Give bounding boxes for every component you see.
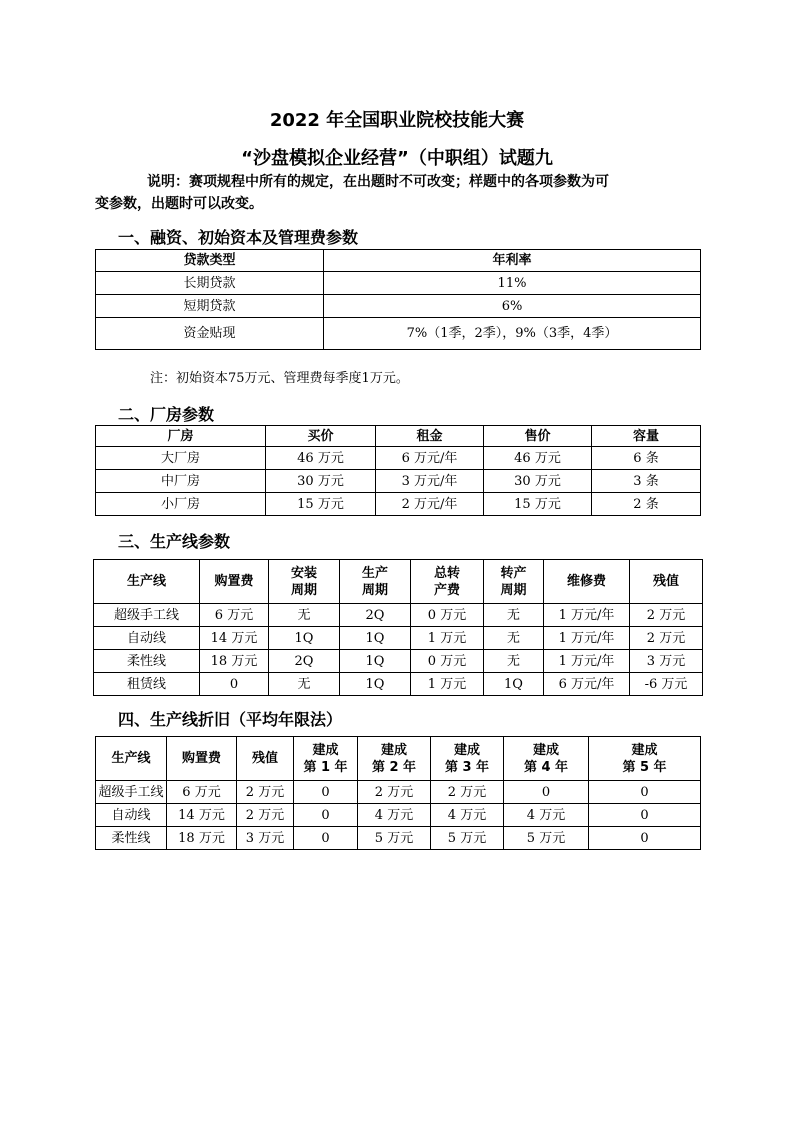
- table-header-row: [94, 560, 703, 604]
- table-cell: 30 万元: [266, 470, 376, 493]
- financing-table: [95, 249, 701, 350]
- table-row: [94, 673, 703, 696]
- table-row: [96, 493, 701, 516]
- table-row: [96, 318, 701, 350]
- table-cell: 1Q: [269, 627, 340, 650]
- table-cell: 超级手工线: [96, 781, 167, 804]
- intro-line-1: 说明：赛项规程中所有的规定，在出题时不可改变；样题中的各项参数为可: [147, 174, 609, 190]
- header-cell: 厂房: [96, 426, 266, 447]
- table-cell: 0 万元: [411, 650, 484, 673]
- table-cell: 2Q: [269, 650, 340, 673]
- table-row: [94, 650, 703, 673]
- table-cell: 无: [484, 650, 544, 673]
- table-cell: 2 万元: [431, 781, 504, 804]
- header-text: 第 1 年: [303, 759, 348, 775]
- table-cell: 0: [589, 781, 701, 804]
- table-row: [96, 295, 701, 318]
- table-header-row: [96, 250, 701, 272]
- table-cell: 长期贷款: [96, 272, 324, 295]
- header-text: 生产线: [111, 751, 151, 766]
- table-cell: 2Q: [340, 604, 411, 627]
- table-cell: 0: [589, 804, 701, 827]
- section-1-heading: 一、融资、初始资本及管理费参数: [118, 228, 359, 247]
- table-cell: 7%（1季，2季），9%（3季，4季）: [324, 318, 701, 350]
- table-cell: 柔性线: [96, 827, 167, 850]
- header-text: 残值: [251, 751, 278, 766]
- table-row: [96, 781, 701, 804]
- table-cell: 自动线: [94, 627, 200, 650]
- table-cell: 18 万元: [200, 650, 269, 673]
- table-cell: 5 万元: [358, 827, 431, 850]
- table-row: [96, 470, 701, 493]
- table-cell: 0: [294, 804, 358, 827]
- header-text: 周期: [361, 582, 388, 598]
- table-cell: 0: [504, 781, 589, 804]
- table-cell: 2 万元: [630, 604, 703, 627]
- header-text: 第 4 年: [523, 759, 569, 775]
- table-cell: 资金贴现: [96, 318, 324, 350]
- header-cell: [358, 737, 431, 781]
- header-cell: [96, 737, 167, 781]
- table-cell: 2 万元: [237, 804, 294, 827]
- table-cell: 2 万元: [630, 627, 703, 650]
- table-row: [94, 627, 703, 650]
- header-text: 转产: [500, 565, 527, 581]
- factory-table: [95, 425, 701, 516]
- table-cell: 15 万元: [266, 493, 376, 516]
- table-cell: 14 万元: [167, 804, 237, 827]
- table-header-row: [96, 737, 701, 781]
- header-text: 生产线: [126, 574, 166, 589]
- table-cell: 4 万元: [504, 804, 589, 827]
- table-cell: 0 万元: [411, 604, 484, 627]
- header-cell: [269, 560, 340, 604]
- table-cell: 15 万元: [484, 493, 592, 516]
- header-text: 第 2 年: [371, 759, 417, 775]
- table-cell: 6 万元/年: [544, 673, 630, 696]
- header-cell: [94, 560, 200, 604]
- header-text: 维修费: [566, 574, 606, 589]
- table-cell: 3 万元: [237, 827, 294, 850]
- table-cell: 无: [269, 673, 340, 696]
- header-text: 残值: [652, 574, 679, 589]
- table-cell: 6 万元: [200, 604, 269, 627]
- header-text: 建成: [312, 742, 339, 758]
- table-cell: 无: [269, 604, 340, 627]
- header-cell: 年利率: [324, 250, 701, 272]
- table-cell: 2 万元: [237, 781, 294, 804]
- header-cell: 售价: [484, 426, 592, 447]
- table-row: [96, 827, 701, 850]
- intro-line-2: 变参数，出题时可以改变。: [95, 196, 263, 212]
- table-row: [94, 604, 703, 627]
- table-cell: 无: [484, 604, 544, 627]
- section-4-heading: 四、生产线折旧（平均年限法）: [118, 710, 343, 729]
- header-cell: [200, 560, 269, 604]
- table-cell: 4 万元: [358, 804, 431, 827]
- table-cell: 30 万元: [484, 470, 592, 493]
- header-cell: [484, 560, 544, 604]
- header-cell: 容量: [592, 426, 701, 447]
- header-text: 产费: [433, 582, 460, 598]
- header-text: 建成: [631, 742, 658, 758]
- table-cell: 1 万元/年: [544, 627, 630, 650]
- header-cell: [294, 737, 358, 781]
- header-text: 购置费: [181, 751, 221, 766]
- table-cell: 中厂房: [96, 470, 266, 493]
- table-row: [96, 272, 701, 295]
- header-cell: 租金: [376, 426, 484, 447]
- header-cell: [589, 737, 701, 781]
- table-cell: 小厂房: [96, 493, 266, 516]
- table-cell: 1 万元/年: [544, 650, 630, 673]
- table-cell: 租赁线: [94, 673, 200, 696]
- capital-note: 注：初始资本75万元、管理费每季度1万元。: [150, 371, 409, 386]
- table-cell: 1Q: [340, 673, 411, 696]
- header-cell: [431, 737, 504, 781]
- intro-note: [95, 171, 705, 215]
- table-cell: 1 万元/年: [544, 604, 630, 627]
- table-cell: 6%: [324, 295, 701, 318]
- table-cell: 0: [294, 781, 358, 804]
- table-cell: 大厂房: [96, 447, 266, 470]
- table-cell: 6 条: [592, 447, 701, 470]
- header-cell: [340, 560, 411, 604]
- table-cell: 0: [589, 827, 701, 850]
- table-cell: 11%: [324, 272, 701, 295]
- table-cell: 6 万元/年: [376, 447, 484, 470]
- table-cell: 2 万元: [358, 781, 431, 804]
- table-cell: 1Q: [340, 627, 411, 650]
- section-2-heading: 二、厂房参数: [118, 405, 215, 424]
- table-cell: -6 万元: [630, 673, 703, 696]
- table-header-row: [96, 426, 701, 447]
- header-text: 周期: [500, 582, 527, 598]
- table-cell: 自动线: [96, 804, 167, 827]
- table-cell: 3 万元: [630, 650, 703, 673]
- document-subtitle: “沙盘模拟企业经营”（中职组）试题九: [241, 148, 553, 169]
- header-text: 生产: [361, 565, 388, 581]
- table-cell: 0: [294, 827, 358, 850]
- depreciation-table: [95, 736, 701, 850]
- table-cell: 5 万元: [504, 827, 589, 850]
- header-text: 建成: [453, 742, 480, 758]
- table-cell: 14 万元: [200, 627, 269, 650]
- table-cell: 2 万元/年: [376, 493, 484, 516]
- table-cell: 柔性线: [94, 650, 200, 673]
- header-text: 安装: [290, 565, 317, 581]
- header-text: 周期: [290, 582, 317, 598]
- table-cell: 18 万元: [167, 827, 237, 850]
- table-cell: 1Q: [484, 673, 544, 696]
- header-cell: [630, 560, 703, 604]
- header-cell: [167, 737, 237, 781]
- header-text: 第 5 年: [622, 759, 667, 775]
- header-text: 第 3 年: [444, 759, 490, 775]
- table-cell: 超级手工线: [94, 604, 200, 627]
- header-cell: [237, 737, 294, 781]
- table-cell: 3 万元/年: [376, 470, 484, 493]
- header-text: 购置费: [214, 574, 254, 589]
- header-text: 建成: [380, 742, 407, 758]
- table-cell: 1 万元: [411, 627, 484, 650]
- production-line-table: [93, 559, 703, 696]
- header-cell: 贷款类型: [96, 250, 324, 272]
- table-row: [96, 804, 701, 827]
- table-cell: 46 万元: [484, 447, 592, 470]
- table-cell: 6 万元: [167, 781, 237, 804]
- table-cell: 2 条: [592, 493, 701, 516]
- header-cell: 买价: [266, 426, 376, 447]
- table-cell: 5 万元: [431, 827, 504, 850]
- table-cell: 0: [200, 673, 269, 696]
- table-cell: 无: [484, 627, 544, 650]
- table-row: [96, 447, 701, 470]
- table-cell: 46 万元: [266, 447, 376, 470]
- header-cell: [544, 560, 630, 604]
- table-cell: 短期贷款: [96, 295, 324, 318]
- table-cell: 1Q: [340, 650, 411, 673]
- header-text: 总转: [433, 565, 460, 581]
- table-cell: 3 条: [592, 470, 701, 493]
- table-cell: 4 万元: [431, 804, 504, 827]
- document-title: 2022 年全国职业院校技能大赛: [269, 110, 525, 131]
- header-cell: [504, 737, 589, 781]
- header-cell: [411, 560, 484, 604]
- table-cell: 1 万元: [411, 673, 484, 696]
- header-text: 建成: [532, 742, 559, 758]
- section-3-heading: 三、生产线参数: [118, 532, 231, 551]
